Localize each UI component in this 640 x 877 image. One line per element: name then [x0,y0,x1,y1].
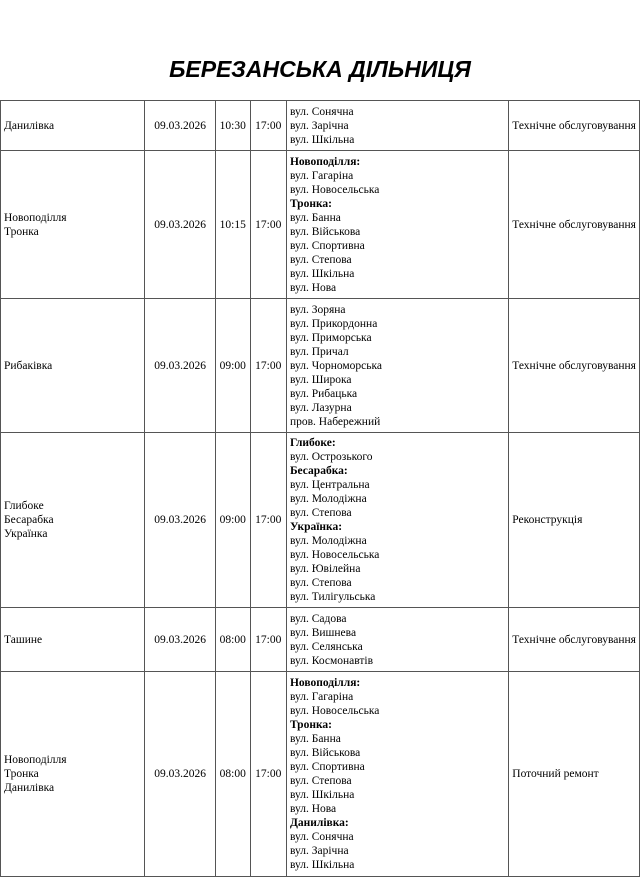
date-cell: 09.03.2026 [145,101,216,151]
end-time-cell: 17:00 [250,151,286,299]
date-cell: 09.03.2026 [145,151,216,299]
street-name: вул. Степова [289,253,352,266]
street-name: вул. Степова [289,775,352,787]
street-name: вул. Зарічна [289,119,349,132]
start-time-cell: 09:00 [215,433,250,608]
table-row [1,299,640,433]
street-name: вул. Нова [289,803,337,815]
street-name: вул. Прикордонна [289,317,378,330]
village-name: Новоподілля [4,211,67,224]
street-name: вул. Тилігульська [289,591,376,603]
village-name: Данилівка [4,782,55,794]
work-type-cell: Технічне обслуговування [509,608,640,672]
start-time-cell: 08:00 [215,672,250,877]
streets-cell [286,672,508,877]
end-time-cell: 17:00 [250,672,286,877]
street-name: вул. Банна [289,733,341,745]
street-name: вул. Приморська [289,331,372,344]
street-name: вул. Острозького [289,451,373,463]
end-time-cell: 17:00 [250,299,286,433]
start-time-cell: 09:00 [215,299,250,433]
street-name: вул. Космонавтів [289,654,374,667]
street-name: вул. Військова [289,225,361,238]
end-time-cell: 17:00 [250,433,286,608]
street-name: вул. Військова [289,747,361,759]
village-heading: Тронка: [289,719,332,731]
table-body [1,101,640,877]
street-name: вул. Новосельська [289,183,380,196]
village-heading: Новоподілля: [289,677,361,689]
street-name: вул. Центральна [289,479,370,491]
streets-cell [286,433,508,608]
start-time-cell: 08:00 [215,608,250,672]
village-cell [1,151,145,299]
village-name: Ташине [4,633,43,646]
village-name: Рибаківка [4,359,53,372]
outage-schedule-table [0,100,640,877]
street-name: вул. Шкільна [289,859,355,871]
street-name: вул. Рибацька [289,387,358,400]
village-name: Тронка [4,768,39,780]
page-title: БЕРЕЗАНСЬКА ДІЛЬНИЦЯ [169,56,471,82]
street-name: вул. Спортивна [289,239,365,252]
village-cell [1,101,145,151]
end-time-cell: 17:00 [250,101,286,151]
village-heading: Бесарабка: [289,465,348,477]
work-type-cell: Поточний ремонт [509,672,640,877]
date-cell: 09.03.2026 [145,299,216,433]
street-name: вул. Лазурна [289,401,352,414]
village-heading: Українка: [289,521,343,533]
village-cell [1,672,145,877]
streets-cell [286,608,508,672]
street-name: вул. Вишнева [289,626,357,639]
village-heading: Тронка: [289,197,332,210]
village-heading: Глибоке: [289,437,336,449]
start-time-cell: 10:15 [215,151,250,299]
village-cell [1,299,145,433]
streets-cell [286,299,508,433]
street-name: вул. Садова [289,612,347,625]
village-name: Бесарабка [4,514,54,526]
street-name: вул. Шкільна [289,133,355,146]
village-name: Новоподілля [4,754,67,766]
streets-cell [286,101,508,151]
street-name: вул. Зоряна [289,303,346,316]
street-name: вул. Степова [289,577,352,589]
work-type-cell: Реконструкція [509,433,640,608]
village-cell [1,433,145,608]
work-type-cell: Технічне обслуговування [509,101,640,151]
street-name: вул. Новосельська [289,549,380,561]
village-cell [1,608,145,672]
street-name: вул. Степова [289,507,352,519]
table-row [1,608,640,672]
streets-cell [286,151,508,299]
table-row [1,672,640,877]
work-type-cell: Технічне обслуговування [509,151,640,299]
street-name: вул. Сонячна [289,831,354,843]
street-name: вул. Гагаріна [289,169,354,182]
street-name: вул. Молодіжна [289,535,367,547]
date-cell: 09.03.2026 [145,433,216,608]
village-name: Глибоке [4,500,44,512]
end-time-cell: 17:00 [250,608,286,672]
street-name: вул. Ювілейна [289,563,361,575]
street-name: вул. Нова [289,281,337,294]
street-name: вул. Банна [289,211,341,224]
work-type-cell: Технічне обслуговування [509,299,640,433]
street-name: вул. Чорноморська [289,359,383,372]
street-name: вул. Зарічна [289,845,349,857]
street-name: вул. Широка [289,373,352,386]
street-name: вул. Селянська [289,640,363,653]
village-name: Данилівка [4,119,55,132]
street-name: вул. Молодіжна [289,493,367,505]
street-name: вул. Шкільна [289,789,355,801]
village-heading: Новоподілля: [289,155,361,168]
street-name: пров. Набережний [289,415,381,428]
village-heading: Данилівка: [289,817,349,829]
table-row [1,151,640,299]
date-cell: 09.03.2026 [145,672,216,877]
street-name: вул. Шкільна [289,267,355,280]
street-name: вул. Гагаріна [289,691,354,703]
table-row [1,433,640,608]
street-name: вул. Спортивна [289,761,365,773]
street-name: вул. Новосельська [289,705,380,717]
village-name: Українка [4,528,48,540]
date-cell: 09.03.2026 [145,608,216,672]
street-name: вул. Причал [289,345,349,358]
start-time-cell: 10:30 [215,101,250,151]
table-row [1,101,640,151]
street-name: вул. Сонячна [289,105,354,118]
village-name: Тронка [4,225,39,238]
